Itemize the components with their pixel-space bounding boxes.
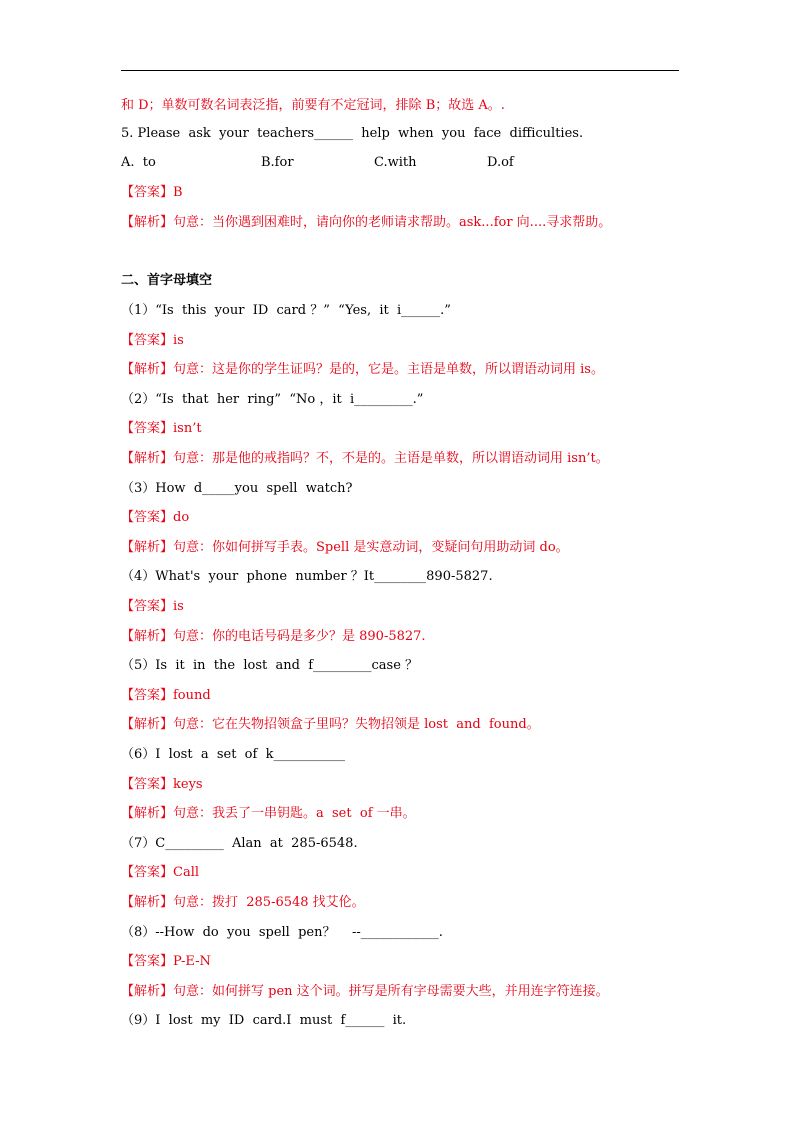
- option-c: C.with: [374, 155, 417, 170]
- item-answer: 【答案】is: [121, 599, 184, 614]
- item-analysis: 【解析】句意：你的电话号码是多少？是 890-5827.: [121, 629, 426, 644]
- item-analysis: 【解析】句意：它在失物招领盒子里吗？失物招领是 lost and found。: [121, 717, 540, 732]
- item-answer: 【答案】found: [121, 688, 211, 703]
- option-b: B.for: [261, 155, 294, 170]
- item-analysis: 【解析】句意：那是他的戒指吗？不，不是的。主语是单数，所以谓语动词用 isn’t。: [121, 451, 609, 466]
- option-a: A. to: [121, 155, 156, 170]
- section-title: 二、首字母填空: [121, 273, 213, 288]
- item-question: （8）--How do you spell pen？ --____________.: [121, 925, 443, 940]
- question-5-analysis: 【解析】句意：当你遇到困难时，请向你的老师请求帮助。ask...for 向....寻求帮助。: [121, 215, 612, 230]
- option-d: D.of: [487, 155, 514, 170]
- item-question: （1）“Is this your ID card ？” “Yes, it i______.”: [121, 303, 451, 318]
- item-analysis: 【解析】句意：你如何拼写手表。Spell 是实意动词，变疑问句用助动词 do。: [121, 540, 569, 555]
- previous-analysis-continuation: 和 D；单数可数名词表泛指，前要有不定冠词，排除 B；故选 A。.: [121, 98, 505, 113]
- item-analysis: 【解析】句意：我丢了一串钥匙。a set of 一串。: [121, 806, 416, 821]
- item-question: （6）I lost a set of k___________: [121, 747, 345, 762]
- item-question: （2）“Is that her ring” “No ，it i_________.”: [121, 392, 424, 407]
- question-5-answer: 【答案】B: [121, 185, 183, 200]
- item-question: （5）Is it in the lost and f_________case ？: [121, 658, 419, 673]
- question-5: 5. Please ask your teachers______ help when you face difficulties.: [121, 126, 584, 141]
- item-answer: 【答案】Call: [121, 865, 200, 880]
- item-answer: 【答案】keys: [121, 777, 203, 792]
- item-analysis: 【解析】句意：这是你的学生证吗？是的，它是。主语是单数，所以谓语动词用 is。: [121, 362, 604, 377]
- item-analysis: 【解析】句意：如何拼写 pen 这个词。拼写是所有字母需要大些，并用连字符连接。: [121, 984, 609, 999]
- item-answer: 【答案】is: [121, 333, 184, 348]
- item-question: （4）What's your phone number ？It________890-5827.: [121, 569, 493, 584]
- item-answer: 【答案】isn’t: [121, 421, 202, 436]
- item-question: （9）I lost my ID card.I must f______ it.: [121, 1013, 407, 1028]
- item-question: （7）C_________ Alan at 285-6548.: [121, 836, 358, 851]
- header-rule: [121, 70, 679, 71]
- item-answer: 【答案】P-E-N: [121, 954, 211, 969]
- item-answer: 【答案】do: [121, 510, 190, 525]
- item-question: （3）How d_____you spell watch?: [121, 481, 353, 496]
- item-analysis: 【解析】句意：拨打 285-6548 找艾伦。: [121, 895, 365, 910]
